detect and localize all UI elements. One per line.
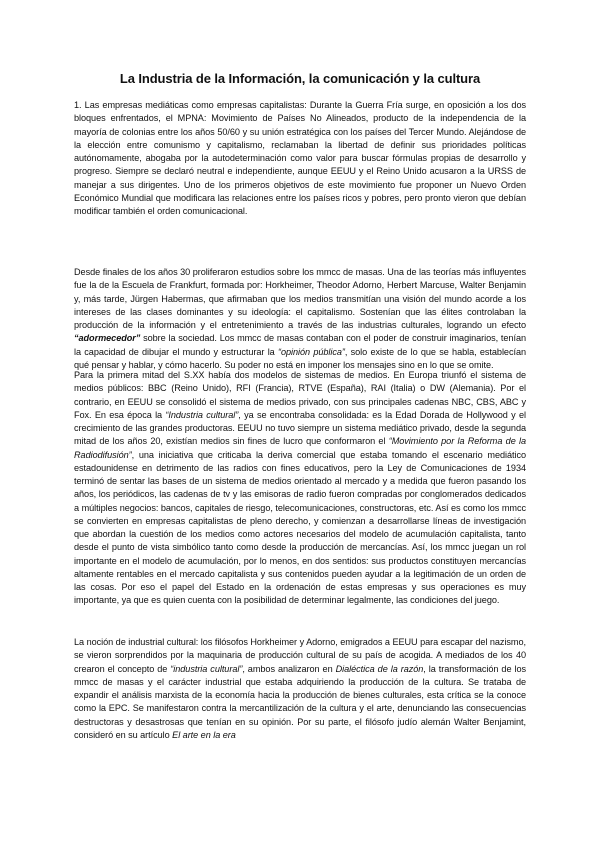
paragraph-text: Para la primera mitad del S.XX había dos modelos de sistemas de medios. En Europa triunfó el sistema de medios públicos: BBC (Reino Unido), RFI (Francia), RTVE (España), RAI (Italia) o DW (Alemania). Por el contrario, en EEUU se consolidó el sistema de medios privado, con sus principales cadenas NBC, CBS, ABC y Fox. En esa época la bbox=[74, 370, 526, 420]
emphasis-dialectica: Dialéctica de la razón bbox=[335, 663, 424, 674]
paragraph-text: 1. Las empresas mediáticas como empresas capitalistas: Durante la Guerra Fría surge, en oposición a los dos bloques enfrentados, el MPNA: Movimiento de Países No Alineados, producto de la independencia de la mayoría de colonias entre los años 50/60 y su unión estratégica con los países del Tercer Mundo. Alejándose de la elección entre comunismo y capitalismo, reclamaban la libertad de definir sus prioridades políticas autónomamente, abogaba por la autodeterminación como valor para buscar fórmulas propias de desarrollo y progreso. Siempre se declaró neutral e independiente, aunque EEUU y el Reino Unido acusaron a la URSS de manejar a sus dirigentes. Uno de los primeros objetivos de este movimiento fue proponer un Nuevo Orden Económico Mundial que modificara las relaciones entre los países ricos y pobres, pero pronto vieron que debían modificar también el orden comunicacional. bbox=[74, 100, 526, 216]
paragraph-2 bbox=[74, 266, 526, 372]
paragraph-text: , una iniciativa que criticaba la deriva comercial que estaba tomando el escenario mediático estadounidense en detrimento de las radios con fines educativos, pero la Ley de Comunicaciones de 1934 terminó de sentar las bases de un sistema de medios orientado al mercado y a medida que fueron pasando los años, los periódicos, las cadenas de tv y las emisoras de radio fueron compradas por conglomerados dedicados a múltiples negocios: bancos, capitales de riesgo, telecomunicaciones, constructoras, etc. Así es como los mmcc se convierten en empresas capitalistas de pleno derecho, y comienzan a desarrollarse líneas de investigación que abordan la cuestión de los medios como actores necesarios del modelo de acumulación capitalista, tanto desde el punto de vista simbólico tanto como desde la producción de mercancías. Así, los mmcc juegan un rol importante en el modelo de acumulación, por lo menos, en dos sentidos: sus productos constituyen mercancías altamente rentables en el mercado capitalista y sus contenidos pueden ayudar a la legitimación de un orden de las cosas. Por eso el papel del Estado en la ordenación de estas empresas y sus operaciones es muy importante, ya que es quien cuenta con la posibilidad de determinar legalmente, las condiciones del juego. bbox=[74, 449, 526, 606]
emphasis-adormecedor: “adormecedor” bbox=[74, 333, 141, 344]
paragraph-text: , la transformación de los mmcc de masas y el carácter industrial que estaba adquiriendo la producción de la cultura. Se trataba de expandir el análisis marxista de la economía hacia la producción de bienes culturales, esta crítica se la conoce como la EPC. Se manifestaron contra la mercantilización de la cultura y el arte, denunciando las consecuencias destructoras y desastrosas que tenían en su opinión. Por su parte, el filósofo judío alemán Walter Benjamint, consideró en su artículo bbox=[74, 663, 526, 740]
paragraph-text: , solo existe de lo que se habla, establecían qué pensar y hablar, y cómo hacerlo. Su poder no está en imponer los mensajes sino en lo que se omite. bbox=[74, 346, 527, 370]
paragraph-4 bbox=[74, 636, 526, 742]
paragraph-text: , ya se encontraba consolidada: es la Edad Dorada de Hollywood y el crecimiento de las grandes productoras. EEUU no tuvo siempre un sistema mediático privado, desde la segunda mitad de los años 20, existían medios sin fines de lucro que conformaron el bbox=[74, 409, 526, 447]
emphasis-arte-era: El arte en la era bbox=[172, 729, 236, 740]
emphasis-industria-cultural: “industria cultural” bbox=[170, 663, 243, 674]
emphasis-movimiento-reforma: “Movimiento por la Reforma de la Radiodifusión” bbox=[74, 436, 526, 460]
emphasis-industria-cultural: “Industria cultural” bbox=[165, 409, 239, 420]
paragraph-text: Desde finales de los años 30 proliferaron estudios sobre los mmcc de masas. Una de las teorías más influyentes fue la de la Escuela de Frankfurt, formada por: Horkheimer, Theodor Adorno, Herbert Marcuse, Walter Benjamin y, más tarde, Jürgen Habermas, que afirmaban que los medios transmitían una visión del mundo acorde a los intereses de las clases dominantes y su ideología: el capitalismo. Sostenían que las élites controlaban la producción de la información y el entretenimiento a través de las industrias culturales, logrando un efecto bbox=[74, 267, 526, 330]
paragraph-3 bbox=[74, 369, 526, 608]
paragraph-1 bbox=[74, 99, 526, 218]
paragraph-text: , ambos analizaron en bbox=[242, 663, 336, 674]
paragraph-text: La noción de industrial cultural: los filósofos Horkheimer y Adorno, emigrados a EEUU para escapar del nazismo, se vieron sorprendidos por la maquinaria de producción cultural de su país de acogida. A mediados de los 40 crearon el concepto de bbox=[74, 637, 526, 674]
paragraph-text: sobre la sociedad. Los mmcc de masas contaban con el poder de construir imaginarios, tenían la capacidad de dibujar el mundo y estructurar la bbox=[74, 333, 526, 357]
document-title: La Industria de la Información, la comunicación y la cultura bbox=[119, 71, 481, 86]
emphasis-opinion-publica: “opinión pública” bbox=[277, 346, 345, 357]
